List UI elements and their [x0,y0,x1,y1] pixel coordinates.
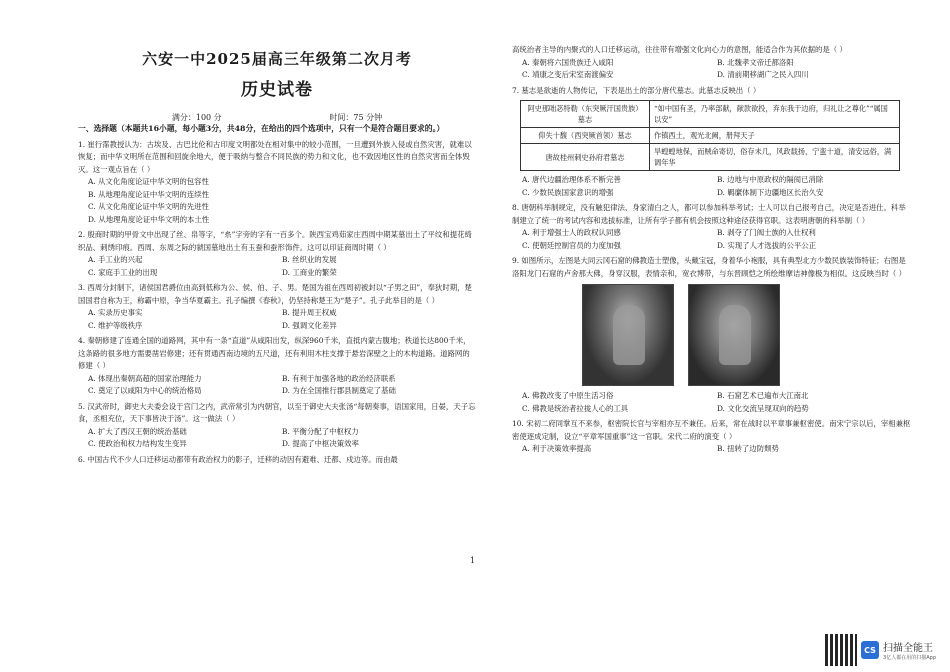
option: D. 从地理角度论证中华文明的本土性 [88,214,210,224]
right-column [512,44,912,456]
option: A. 唐代边疆治理体系不断完善 [522,175,621,184]
option: C. 使政治和权力结构发生变异 [88,439,187,448]
option: A. 秦朝将六国贵族迁入咸阳 [522,57,614,67]
q8-stem: 8. 唐朝科举制规定，没有触犯律法、身家清白之人，都可以参加科举考试；士人可以自己报考自己，决定是否进仕。科举制建立了统一的考试内容和选拔标准，让所有学子都有机会按照这种途径获得官职。这表明唐朝的科举制（ ） [512,203,906,225]
score-label: 满分：100 分 [171,113,222,122]
q7-stem: 7. 墓志是欲逝的人物传记，下表是出土的部分唐代墓志。此墓志反映出（ ） [512,85,761,95]
option: A. 实录历史事实 [88,308,143,317]
time-label: 时间：75 分钟 [329,113,383,122]
question-options [78,307,476,332]
question-stem: 1. 崔行霈教授认为：古埃及、古巴比伦和古印度文明都处在相对集中的较小范围，一旦遭到外族入侵或自然灾害，就难以恢复；而中华文明所在范围和回旋余地大，便于吸纳与整合不同民族的势力和文化，也不致因地区性的自然灾害而全体毁灭。这一观点旨在（ ） [78,139,472,174]
left-column [78,48,476,466]
option: A. 利于决策效率提高 [522,444,592,453]
option: B. 平衡分配了中枢权力 [282,426,359,436]
option: B. 扭转了边防颓势 [717,444,779,453]
option: A. 手工业的兴起 [88,255,143,264]
table-cell: 仰失十馥（西突厥首领）墓志 [521,128,650,144]
q6-continued: 高统治者主导的内聚式的人口迁移运动，往往带有增强文化向心力的意图，能适合作为其依据的是（ ） [512,45,847,54]
table-row [521,144,900,171]
option: A. 佛教改变了中原生活习俗 [522,391,614,400]
q9-stem: 9. 如图所示，左图是大同云冈石窟的佛教造士塑像，头戴宝冠，身着华小袍服，具有典型北方少数民族装饰特征；右图是洛阳龙门石窟的卢舍那大佛，身穿汉服，表情亲和，宽衣博带，与东晋顾恺之所绘维摩诘神像极为相似。这反映当时（ ） [512,256,907,278]
option: B. 石窟艺术已遍布大江南北 [717,391,809,400]
table-cell: 旱蝗蝗地保，而贼命寄切，俗存未几，风政载扬，宁蛮十道，清安远俗，满调年华 [650,144,900,171]
section-heading: 一、选择题（本题共16小题，每小题3分，共48分，在给出的四个选项中，只有一个是符合题目要求的。） [78,124,445,133]
option: D. 清前期移湖广之民入四川 [717,70,809,79]
q7-table [520,100,900,171]
table-cell: 阿史那咄苾特勒（东突厥汗国贵族）墓志 [521,101,650,128]
exam-title: 六安一中2025届高三年级第二次月考 [142,50,412,68]
q9-options [512,390,912,415]
left-question-list [78,139,476,467]
q8-options [512,227,912,252]
question-stem: 3. 西周分封制下，诸侯国君爵位由高到低称为公、侯、伯、子、男。楚国为祖在西周初被封以“子男之田”，奉狄时期，楚国国君自称为王，称霸中原，争当华夏霸主。孔子编撰《春秋》，仍坚持称楚王为“楚子”。孔子此举目的是（ ） [78,283,472,305]
option: C. 少数民族国家意识的增强 [522,187,614,197]
option: C. 使朝廷控制官员的力度加强 [522,240,621,250]
q9-images [582,284,912,386]
camscanner-logo-icon: CS [861,641,879,659]
exam-meta [78,112,476,123]
page-number: 1 [470,556,476,565]
exam-subtitle: 历史试卷 [241,80,313,100]
question-stem: 5. 汉武帝时，御史大夫委会设于宫门之内，武帝常引为内朝官，以至于御史大夫张汤“每朝奏事，语国家用，日晏，天子忘食，丞相充位，天下事皆决于汤”。这一做法（ ） [78,401,476,423]
table-cell: “如中国有圣，乃率部献，献款欲投，弃东我于边府，归礼让之尊化”“属国以安” [650,101,900,128]
option: D. 实现了人才选拔的公平公正 [717,240,817,250]
option: D. 强调文化差异 [282,320,337,330]
scanner-watermark [825,634,936,666]
question-stem: 6. 中国古代不少人口迁移运动都带有政治权力的影子，迁移的动因有避难、迁都、戍边等。而由最 [78,454,398,464]
brand-sub: 3亿人都在用的扫描App [883,655,936,661]
question-options [78,254,476,279]
q10-options [512,443,912,456]
option: B. 北魏孝文帝迁都洛阳 [717,57,794,67]
question-options [78,176,476,226]
option: B. 剥夺了门阀士族的入仕权利 [717,228,816,237]
table-row [521,128,900,144]
option: A. 扩大了西汉王朝的统治基础 [88,426,187,436]
option: A. 从文化角度论证中华文明的包容性 [88,177,209,186]
option: B. 从地理角度论证中华文明的连续性 [88,189,209,199]
question-stem: 2. 殷商时期的甲骨文中出现了丝、帛等字，“糸”字旁的字有一百多个。陕西宝鸡茹家庄西周中期某墓出土了平纹和提花绮织品、刺绣印痕。西周、东周之际的虢国墓地出土有玉蚕和蚕形饰件。这可以印证商周时期（ ） [78,230,472,252]
option: B. 边地与中原政权的隔阂已消除 [717,175,824,184]
qr-code-icon [825,634,857,666]
option: C. 维护等级秩序 [88,320,143,330]
q10-stem: 10. 宋初二府同掌互不来参，枢密院长官与宰相亦互不兼任。后来，常在战时以平章事兼枢密使。南宋宁宗以后，宰相兼枢密使逐成定制，设立“平章军国重事”这一官职。宋代二府的演变（ ） [512,419,911,441]
yungang-statue-photo [582,284,674,386]
brand-name: 扫描全能王 [883,643,934,654]
option: B. 提升周王权威 [282,308,337,317]
table-cell: 唐故桂州刺史孙府君墓志 [521,144,650,171]
table-cell: 作镇西土，观光北阙，册拜天子 [650,128,900,144]
option: D. 文化交流呈现双向的趋势 [717,403,809,413]
option: B. 有利于加强各地的政治经济联系 [282,373,396,383]
option: C. 佛教是统治者拉拢人心的工具 [522,403,629,413]
option: D. 羁縻体制下边疆地区长治久安 [717,187,824,197]
option: B. 丝织业的发展 [282,255,337,264]
q7-options [512,174,912,199]
option: C. 从文化角度论证中华文明的先进性 [88,202,209,211]
q6-options [512,57,912,82]
option: D. 为在全国推行郡县制奠定了基础 [282,386,396,395]
option: C. 奠定了以咸阳为中心的统治格局 [88,386,202,395]
option: C. 靖康之变后宋室南渡偏安 [522,70,614,79]
question-options [78,373,476,398]
option: C. 家庭手工业的出现 [88,267,158,277]
option: A. 利于增强士人的政权认同感 [522,228,621,237]
table-row [521,101,900,128]
option: A. 体现出秦朝高超的国家治理能力 [88,373,202,383]
option: D. 提高了中枢决策效率 [282,439,359,448]
option: D. 工商业的繁荣 [282,267,337,277]
question-stem: 4. 秦朝修建了连通全国的道路网，其中有一条“直道”从咸阳出发，纵深960千米，直抵内蒙古腹地；秩道长达800千米，这条路的很多地方需要凿岩修建；还有贯通西南边境的五尺道，还有利用木柱支撑于悬岩深壁之上的木构道路。道路网的修建（ ） [78,336,471,370]
longmen-buddha-photo [688,284,780,386]
question-options [78,426,476,451]
